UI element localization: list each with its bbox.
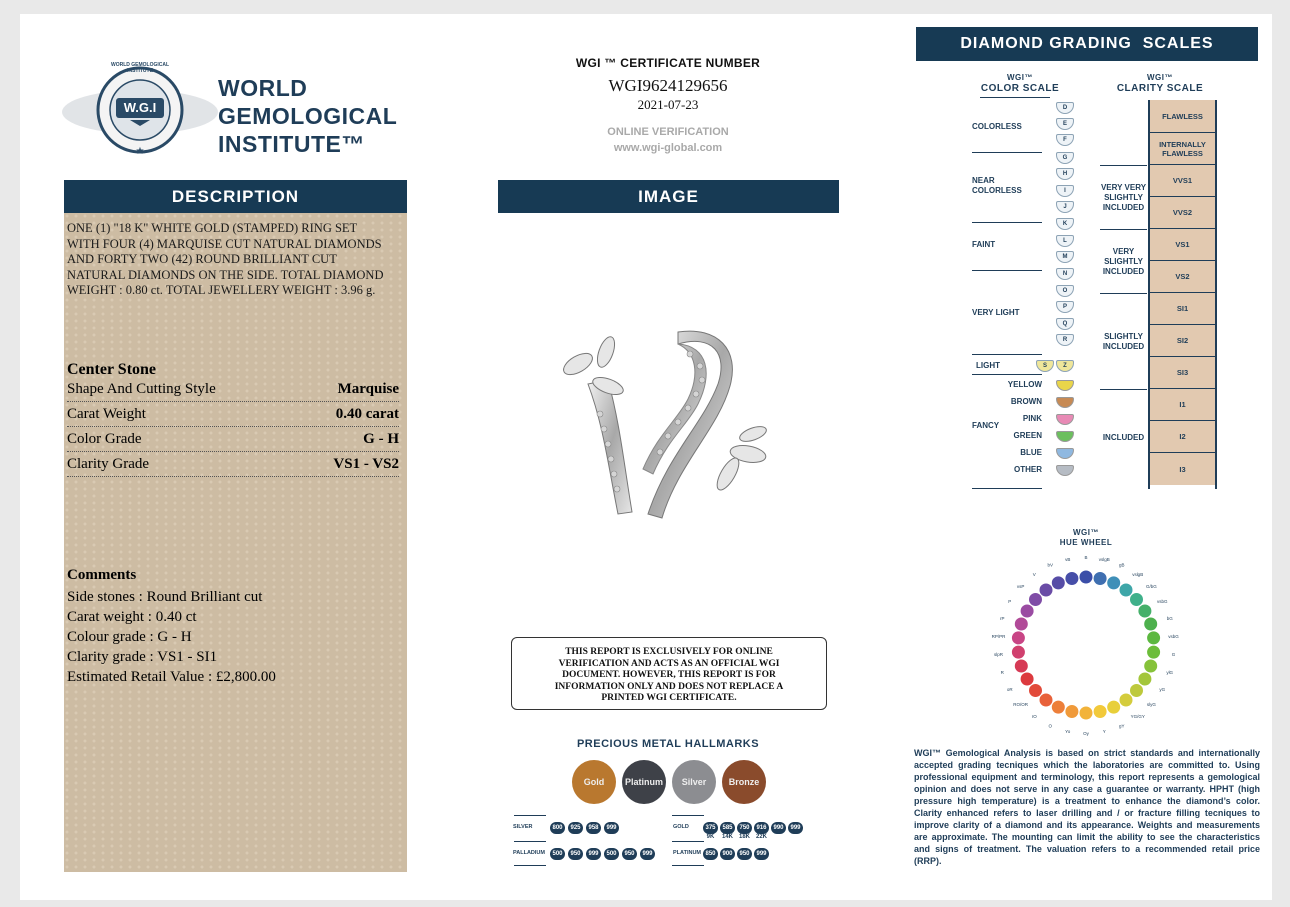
hue-label: Y [1102, 729, 1106, 735]
cert-number: WGI9624129656 [608, 76, 728, 95]
palladium-hallmarks [550, 848, 655, 860]
clarity-i3: I3 [1150, 453, 1215, 485]
hue-label: YG/GY [1130, 714, 1145, 720]
gold-label: GOLD [673, 824, 689, 830]
karat-label: 9K [706, 834, 715, 840]
hue-swatch [1093, 705, 1107, 719]
bronze-coin-icon: Bronze [722, 760, 766, 804]
hallmark-pill: 375 [703, 822, 718, 834]
hallmark-pill: 925 [568, 822, 583, 834]
hue-swatch [1014, 617, 1028, 631]
hue-label: G [1171, 652, 1176, 658]
hallmark-divider [514, 841, 546, 842]
karat-label: 14K [721, 834, 733, 840]
comments-title: Comments [67, 567, 137, 583]
logo-line-3: INSTITUTE™ [218, 131, 365, 157]
hallmark-pill: 750 [737, 822, 752, 834]
clarity-vvs1: VVS1 [1150, 165, 1215, 197]
notice-line: INFORMATION ONLY AND DOES NOT REPLACE A [554, 681, 784, 692]
fancy-green: GREEN [1013, 431, 1042, 440]
row-shape-label: Shape And Cutting Style [67, 381, 216, 397]
hallmark-pill: 999 [586, 848, 601, 860]
hallmark-pill: 850 [703, 848, 718, 860]
hue-swatch [1065, 572, 1079, 586]
clarity-scale-title-line: CLARITY SCALE [1116, 83, 1204, 94]
grade-d-icon: D [1056, 102, 1074, 114]
clarity-group-si: SLIGHTLY INCLUDED [1100, 293, 1147, 389]
hue-swatch [1079, 570, 1093, 584]
hallmark-pill: 950 [568, 848, 583, 860]
fancy-pink-icon [1056, 414, 1074, 425]
hue-swatch [1014, 659, 1028, 673]
hallmark-divider [514, 865, 546, 866]
karat-label: 22K [755, 834, 767, 840]
palladium-label: PALLADIUM [513, 850, 545, 856]
grade-i-icon: I [1056, 185, 1074, 197]
platinum-label: PLATINUM [673, 850, 702, 856]
platinum-coin-icon: Platinum [622, 760, 666, 804]
description-panel [64, 213, 407, 872]
cat-fancy: FANCY [972, 421, 1000, 430]
platinum-hallmarks [703, 848, 769, 860]
hue-label: vsP [1016, 584, 1025, 590]
clarity-if: INTERNALLY FLAWLESS [1150, 133, 1215, 165]
color-scale-title-line: WGI™ [1007, 73, 1033, 82]
hue-label: O [1048, 723, 1052, 729]
cat-divider [972, 152, 1042, 153]
row-color-label: Color Grade [67, 431, 142, 447]
clarity-grades [1150, 100, 1215, 485]
hue-label: vsbG [1156, 599, 1168, 604]
description-header: DESCRIPTION [64, 180, 407, 213]
clarity-vvs2: VVS2 [1150, 197, 1215, 229]
image-header: IMAGE [498, 180, 839, 213]
fancy-other-icon [1056, 465, 1074, 476]
grade-g-icon: G [1056, 152, 1074, 164]
hue-swatch [1147, 631, 1161, 645]
hue-label: V [1032, 571, 1036, 577]
clarity-group-i: INCLUDED [1100, 389, 1147, 485]
color-scale-title-line: COLOR SCALE [980, 83, 1060, 94]
fancy-other: OTHER [1014, 465, 1042, 474]
notice-line: PRINTED WGI CERTIFICATE. [601, 693, 737, 703]
grade-q-icon: Q [1056, 318, 1074, 330]
hue-swatch [1051, 700, 1065, 714]
grading-scales-header: DIAMOND GRADING SCALES [916, 27, 1258, 61]
center-stone-table [67, 377, 399, 477]
cat-faint: FAINT [972, 240, 996, 249]
silver-coin-icon: Silver [672, 760, 716, 804]
hallmark-pill: 500 [550, 848, 565, 860]
hallmark-pill: 500 [604, 848, 619, 860]
hue-swatch [1138, 604, 1152, 618]
hallmark-pill: 958 [586, 822, 601, 834]
clarity-vs1: VS1 [1150, 229, 1215, 261]
hue-swatch [1107, 576, 1121, 590]
row-clarity-value: VS1 - VS2 [333, 456, 399, 472]
clarity-i2: I2 [1150, 421, 1215, 453]
hallmark-pill: 916 [754, 822, 769, 834]
grade-o-icon: O [1056, 285, 1074, 297]
clarity-fl: FLAWLESS [1150, 100, 1215, 133]
hallmarks-title: PRECIOUS METAL HALLMARKS [576, 738, 760, 750]
cat-near-colorless: NEAR COLORLESS [972, 176, 1022, 195]
grade-k-icon: K [1056, 218, 1074, 230]
hue-swatch [1147, 645, 1161, 659]
notice-line: THIS REPORT IS EXCLUSIVELY FOR ONLINE [565, 647, 773, 657]
logo-ring-text: WORLD GEMOLOGICAL INSTITUTE [110, 62, 170, 74]
cert-date: 2021-07-23 [637, 97, 699, 112]
hallmark-pill: 900 [720, 848, 735, 860]
silver-hallmarks [550, 822, 619, 834]
clarity-scale-title [1110, 72, 1210, 94]
grade-r-icon: R [1056, 334, 1074, 346]
clarity-si3: SI3 [1150, 357, 1215, 389]
logo-line-2: GEMOLOGICAL [218, 103, 398, 129]
cert-number-label: WGI ™ CERTIFICATE NUMBER [575, 56, 761, 70]
hallmark-divider [672, 841, 704, 842]
hue-label: gB [1119, 562, 1125, 568]
verify-label: ONLINE VERIFICATION [607, 126, 729, 138]
hue-label: vsbG [1168, 633, 1179, 639]
cat-divider [972, 488, 1042, 489]
hue-label: R [1000, 670, 1004, 676]
fancy-green-icon [1056, 431, 1074, 442]
clarity-scale [1100, 100, 1217, 489]
clarity-si2: SI2 [1150, 325, 1215, 357]
hue-label: slyG [1146, 701, 1156, 707]
hallmark-pill: 950 [737, 848, 752, 860]
gold-coin-icon: Gold [572, 760, 616, 804]
hallmark-pill: 950 [622, 848, 637, 860]
hue-label: vB [1065, 556, 1071, 562]
comment-line: Carat weight : 0.40 ct [67, 609, 197, 625]
comment-line: Estimated Retail Value : £2,800.00 [67, 669, 276, 685]
hue-wheel-title-line: HUE WHEEL [1059, 538, 1113, 547]
row-shape-value: Marquise [337, 381, 399, 397]
hue-swatch [1079, 706, 1093, 720]
cat-light: LIGHT [976, 361, 1000, 370]
hue-label: RP/PR [991, 633, 1006, 639]
row-color [67, 427, 399, 452]
comment-line: Side stones : Round Brilliant cut [67, 589, 263, 605]
row-carat-value: 0.40 carat [335, 406, 399, 422]
hallmark-coins [572, 760, 772, 806]
hue-wheel-title-line: WGI™ [1073, 528, 1099, 537]
grade-s-icon: S [1036, 360, 1054, 372]
hue-label: gY [1119, 723, 1125, 729]
row-clarity [67, 452, 399, 477]
cat-divider [972, 270, 1042, 271]
hue-label: oR [1006, 687, 1013, 692]
logo-line-1: WORLD [218, 75, 308, 101]
row-carat-label: Carat Weight [67, 406, 146, 422]
hue-label: G/bG [1146, 584, 1157, 590]
logo-badge-text: W.G.I [123, 100, 157, 115]
clarity-scale-title-line: WGI™ [1147, 73, 1173, 82]
hallmark-pill: 999 [640, 848, 655, 860]
grade-j-icon: J [1056, 201, 1074, 213]
verify-url[interactable]: www.wgi-global.com [613, 142, 723, 154]
comments-list [67, 587, 397, 687]
hallmark-pill: 800 [550, 822, 565, 834]
description-text: ONE (1) "18 K" WHITE GOLD (STAMPED) RING SET WITH FOUR (4) MARQUISE CUT NATURAL DIAMONDS AND FORTY TWO (42) ROUND BRILLIANT CUT NATURAL DIAMONDS ON THE SIDE. TOTAL DIAMOND WEIGHT : 0.80 ct. TOTAL JEWELLERY WEIGHT : 3.96 g. [67, 221, 384, 297]
hue-label: P [1008, 599, 1012, 604]
grade-h-icon: H [1056, 168, 1074, 180]
hallmark-divider [672, 815, 704, 816]
gold-karats [703, 834, 769, 840]
comment-line: Clarity grade : VS1 - SI1 [67, 649, 218, 665]
clarity-si1: SI1 [1150, 293, 1215, 325]
clarity-group-vs: VERY SLIGHTLY INCLUDED [1100, 229, 1147, 293]
hue-wheel-title [1036, 528, 1136, 548]
hallmark-divider [514, 815, 546, 816]
hue-swatch [1039, 583, 1053, 597]
hue-label: vslgB [1098, 556, 1110, 562]
grade-e-icon: E [1056, 118, 1074, 130]
karat-label: 18K [738, 834, 750, 840]
hue-label: bG [1166, 615, 1173, 621]
clarity-vs2: VS2 [1150, 261, 1215, 293]
certificate-page [20, 14, 1272, 900]
grade-m-icon: M [1056, 251, 1074, 263]
hue-label: ylG [1166, 670, 1174, 676]
grade-f-icon: F [1056, 134, 1074, 146]
hallmark-pill: 999 [754, 848, 769, 860]
hue-label: Yo [1065, 729, 1071, 735]
svg-text:★: ★ [135, 146, 145, 157]
hue-label: rO [1031, 714, 1037, 720]
analysis-text: WGI™ Gemological Analysis is based on strict standards and internationally accepted grading tecniques which the laboratories are committed to. Using professional equipment and terminology, this report represents a gemological opinion and does not serve in any case a guarantee or warranty. HPHT (high pressure high temperature) is a treatment to enhance the diamond’s color. Clarity enhanced refers to laser drilling and / or fracture filling tecniques to improve clarity of a diamond and its appearance. Weights and measurements are approximate. The mounting can limit the ability to see the characteristics and signs of treatment. The valuation refers to a recommended retail price (RRP). [914, 748, 1260, 866]
silver-label: SILVER [513, 824, 533, 830]
row-color-value: G - H [363, 431, 399, 447]
hue-swatch [1051, 576, 1065, 590]
fancy-pink: PINK [1022, 414, 1042, 423]
report-notice [511, 637, 827, 710]
hue-wheel [986, 550, 1186, 740]
cat-divider [972, 222, 1042, 223]
clarity-group-vvs: VERY VERY SLIGHTLY INCLUDED [1100, 165, 1147, 229]
hue-label: B [1084, 555, 1088, 560]
comment-line: Colour grade : G - H [67, 629, 192, 645]
hallmark-pill: 585 [720, 822, 735, 834]
hue-label: Oy [1083, 731, 1089, 736]
hue-swatch [1093, 572, 1107, 586]
notice-line: VERIFICATION AND ACTS AS AN OFFICIAL WGI [558, 658, 780, 669]
grade-p-icon: P [1056, 301, 1074, 313]
hue-label: RO/OR [1013, 701, 1028, 707]
ring-photo [528, 314, 788, 529]
fancy-brown-icon [1056, 397, 1074, 408]
grade-l-icon: L [1056, 235, 1074, 247]
hallmark-divider [672, 865, 704, 866]
hue-swatch [1144, 617, 1158, 631]
fancy-yellow: YELLOW [1007, 380, 1042, 389]
ring-image-icon [528, 314, 788, 529]
fancy-brown: BROWN [1010, 397, 1042, 406]
hue-swatch [1065, 705, 1079, 719]
hue-swatch [1011, 645, 1025, 659]
row-shape [67, 377, 399, 402]
gold-hallmarks [703, 822, 803, 834]
cat-divider [972, 354, 1042, 355]
hue-swatch [1011, 631, 1025, 645]
hue-label: vslgB [1132, 571, 1144, 577]
cat-divider [972, 374, 1042, 375]
hallmark-pill: 999 [604, 822, 619, 834]
row-carat [67, 402, 399, 427]
clarity-i1: I1 [1150, 389, 1215, 421]
notice-line: DOCUMENT. HOWEVER, THIS REPORT IS FOR [562, 670, 776, 680]
fancy-blue-icon [1056, 448, 1074, 459]
cat-colorless: COLORLESS [972, 122, 1022, 131]
logo-wordmark [218, 74, 397, 158]
hue-swatch [1144, 659, 1158, 673]
fancy-blue: BLUE [1020, 448, 1042, 457]
row-clarity-label: Clarity Grade [67, 456, 150, 472]
hue-label: bV [1047, 562, 1053, 568]
cat-very-light: VERY LIGHT [972, 308, 1020, 317]
fancy-yellow-icon [1056, 380, 1074, 391]
hue-label: rP [1000, 615, 1005, 621]
hue-swatch [1020, 672, 1034, 686]
grade-z-icon: Z [1056, 360, 1074, 372]
wgi-logo [60, 62, 220, 162]
hallmark-pill: 990 [771, 822, 786, 834]
hue-swatch [1119, 693, 1133, 707]
color-scale-title [970, 72, 1070, 94]
grade-n-icon: N [1056, 268, 1074, 280]
center-stone-title: Center Stone [67, 361, 157, 378]
hue-label: yG [1159, 687, 1166, 692]
hue-label: slpR [993, 652, 1004, 658]
hue-swatch [1107, 700, 1121, 714]
hallmark-pill: 999 [788, 822, 803, 834]
